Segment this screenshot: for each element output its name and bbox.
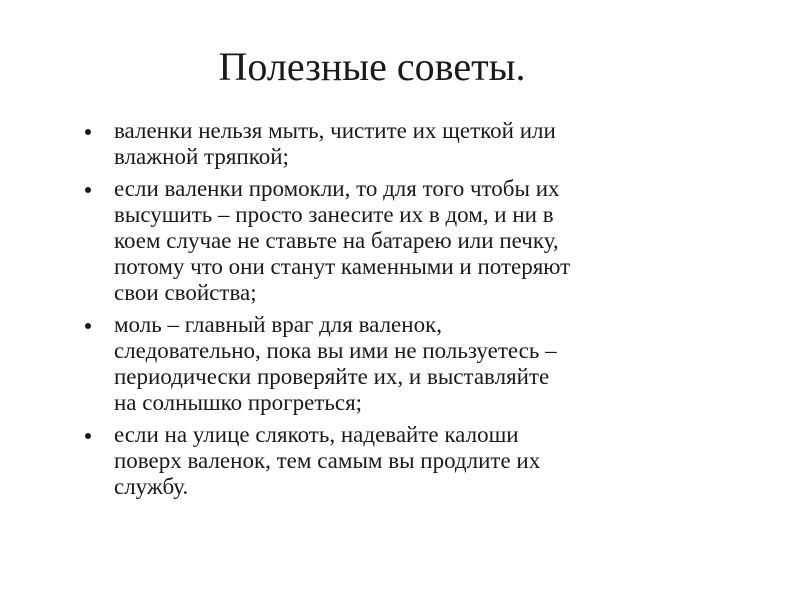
tip-line: следовательно, пока вы ими не пользуетесь – [114,338,557,363]
tip-line: свои свойства; [114,280,257,305]
tip-text [114,312,684,416]
tip-item-2 [84,176,684,306]
tip-line: поверх валенок, тем самым вы продлите их [114,448,541,473]
slide-title: Полезные советы. [218,44,526,89]
tip-item-3 [84,312,684,416]
tip-item-4 [84,422,684,500]
round-bullet-icon [85,187,91,193]
tip-line: потому что они станут каменными и потеряют [114,254,571,279]
tip-item-1 [84,118,684,170]
tip-text [114,422,684,500]
tip-text [114,118,684,170]
tip-line: если на улице слякоть, надевайте калоши [114,422,519,447]
tip-line: если валенки промокли, то для того чтобы их [114,176,560,201]
tip-line: коем случае не ставьте на батарею или печку, [114,228,559,253]
round-bullet-icon [85,323,91,329]
tip-line: влажной тряпкой; [114,144,289,169]
tip-line: валенки нельзя мыть, чистите их щеткой или [114,118,556,143]
tip-line: высушить – просто занесите их в дом, и ни в [114,202,554,227]
round-bullet-icon [85,433,91,439]
tip-line: службу. [114,474,189,499]
tip-line: на солнышко прогреться; [114,390,363,415]
tip-line: моль – главный враг для валенок, [114,312,442,337]
tip-line: периодически проверяйте их, и выставляйте [114,364,550,389]
tips-list [84,118,684,506]
round-bullet-icon [85,129,91,135]
tip-text [114,176,684,306]
